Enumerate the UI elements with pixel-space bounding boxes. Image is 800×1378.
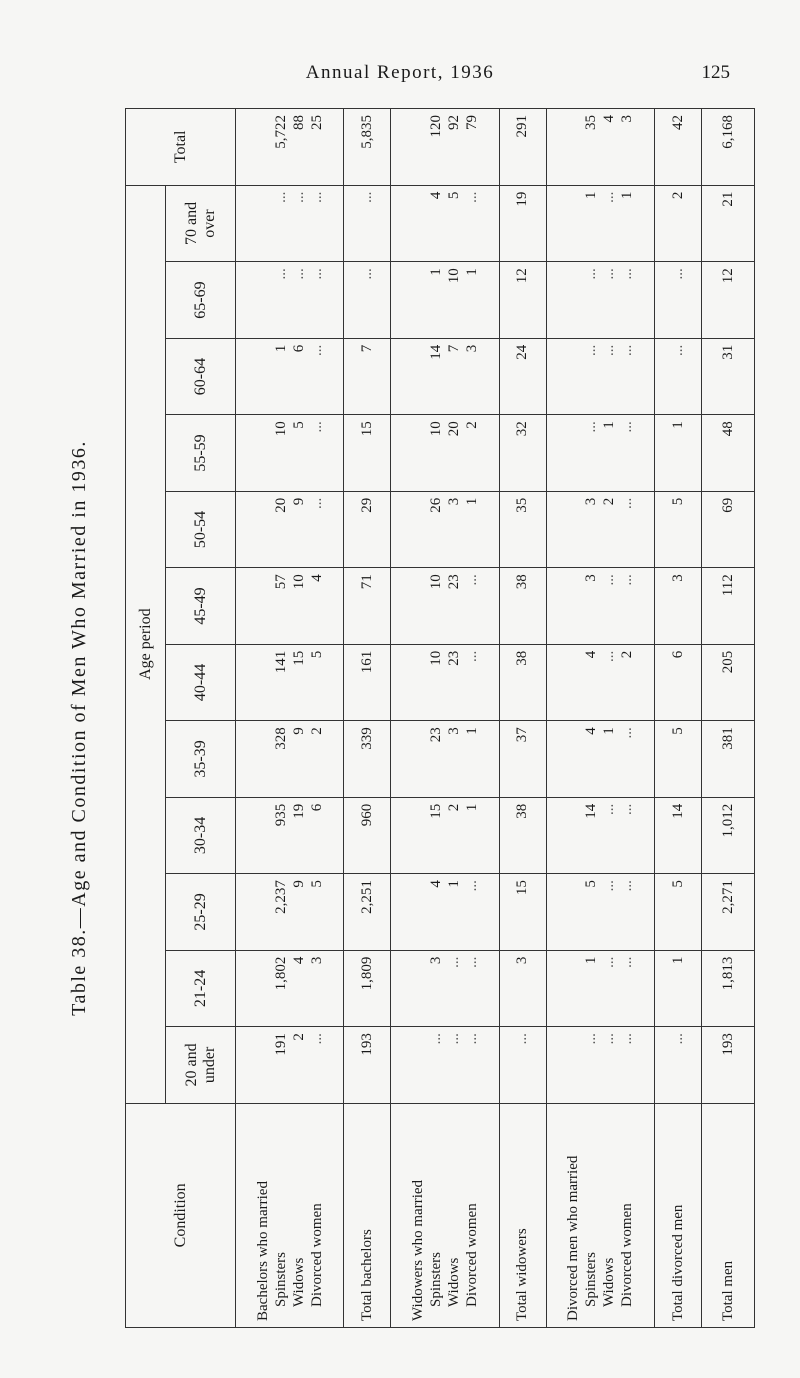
value-cell <box>236 262 344 338</box>
value-cell <box>236 491 344 567</box>
total-value-cell: 1,813 <box>702 950 755 1026</box>
value-spacer <box>564 880 582 943</box>
total-value-cell: 5 <box>655 721 702 797</box>
value-cell <box>236 568 344 644</box>
value: ... <box>308 344 325 357</box>
total-value-cell: ... <box>655 1027 702 1103</box>
total-value-cell: ... <box>655 338 702 414</box>
value: ... <box>272 191 289 203</box>
age-column-header: 65-69 <box>166 262 236 338</box>
value: 10 <box>446 268 463 284</box>
page-header <box>0 62 800 86</box>
total-value-cell: 3 <box>655 568 702 644</box>
total-value-cell: 48 <box>702 415 755 491</box>
value: ... <box>583 421 600 433</box>
value: 5 <box>583 880 600 888</box>
total-value-cell: 2 <box>655 185 702 262</box>
total-value-cell: 193 <box>344 1027 391 1103</box>
value: 35 <box>583 115 600 130</box>
page-number: 125 <box>701 62 730 83</box>
value: 23 <box>446 650 463 666</box>
value: 4 <box>308 574 325 582</box>
value-cell <box>391 1027 499 1103</box>
total-value-cell: 205 <box>702 644 755 720</box>
value: 2 <box>446 803 463 812</box>
value: ... <box>308 497 325 509</box>
value-cell <box>546 415 654 491</box>
value: ... <box>308 421 325 433</box>
divorced-men-widows-label: Widows <box>601 1257 618 1307</box>
value: 79 <box>464 115 481 130</box>
value-spacer <box>409 651 427 714</box>
value: 20 <box>446 421 463 437</box>
total-value-cell: 38 <box>499 797 546 873</box>
value: ... <box>601 956 618 968</box>
value-spacer <box>254 804 272 867</box>
value: 10 <box>428 421 445 437</box>
value: 15 <box>290 650 307 666</box>
total-value-cell: 14 <box>655 797 702 873</box>
value-cell <box>236 109 344 186</box>
total-value-cell: 21 <box>702 185 755 262</box>
total-value-cell: 193 <box>702 1027 755 1103</box>
value: ... <box>583 268 600 280</box>
value-cell <box>391 874 499 950</box>
value-spacer <box>564 957 582 1020</box>
value-cell <box>391 338 499 414</box>
value: ... <box>619 1033 636 1045</box>
total-value-cell: 69 <box>702 491 755 567</box>
value: ... <box>601 1033 618 1045</box>
value: ... <box>308 1033 325 1045</box>
total-value-cell: 339 <box>344 721 391 797</box>
running-title: Annual Report, 1936 <box>305 62 495 83</box>
age-column-header: 45-49 <box>166 568 236 644</box>
value: 14 <box>583 803 600 819</box>
total-value-cell: 381 <box>702 721 755 797</box>
value-cell <box>546 874 654 950</box>
value-cell <box>236 338 344 414</box>
age-column-header: 30-34 <box>166 797 236 873</box>
divorced-men-group-row <box>546 109 654 1328</box>
bachelors-labels <box>236 1103 344 1327</box>
value: ... <box>464 880 481 892</box>
value: 10 <box>290 574 307 590</box>
total-value-cell: 7 <box>344 338 391 414</box>
value: 26 <box>428 497 445 513</box>
total-widowers-row <box>499 109 546 1328</box>
total-header: Total <box>126 109 236 186</box>
total-value-cell: 71 <box>344 568 391 644</box>
value: 1 <box>619 191 636 200</box>
bachelors-label: Bachelors who married <box>254 1181 271 1321</box>
value-spacer <box>409 498 427 561</box>
total-value-cell: 1 <box>655 415 702 491</box>
total-value-cell: 2,271 <box>702 874 755 950</box>
value: 3 <box>464 344 481 353</box>
value: ... <box>464 1033 481 1045</box>
age-column-header: 40-44 <box>166 644 236 720</box>
value: ... <box>601 191 618 203</box>
value: ... <box>464 956 481 968</box>
total-value-cell: 12 <box>499 262 546 338</box>
value: ... <box>583 344 600 357</box>
value-spacer <box>409 421 427 484</box>
value-spacer <box>564 804 582 867</box>
value: 4 <box>601 115 618 123</box>
value: 5 <box>308 880 325 888</box>
value: ... <box>446 956 463 968</box>
value: 1 <box>464 497 481 506</box>
value-spacer <box>409 727 427 790</box>
value: ... <box>601 574 618 586</box>
value-cell <box>391 491 499 567</box>
value: 328 <box>272 727 289 750</box>
total-value-cell: 161 <box>344 644 391 720</box>
value: ... <box>290 191 307 203</box>
value-cell <box>236 1027 344 1103</box>
value: ... <box>464 574 481 586</box>
total-value-cell: 1,012 <box>702 797 755 873</box>
value-cell <box>236 721 344 797</box>
value: 10 <box>428 574 445 590</box>
value: ... <box>601 268 618 280</box>
age-column-header: 21-24 <box>166 950 236 1026</box>
total-value-cell: 31 <box>702 338 755 414</box>
value-spacer <box>564 421 582 484</box>
value: ... <box>308 191 325 203</box>
total-value-cell: 5 <box>655 874 702 950</box>
value: 1 <box>428 268 445 276</box>
value: 3 <box>308 956 325 965</box>
value-cell <box>546 338 654 414</box>
value: ... <box>601 650 618 662</box>
value-spacer <box>564 727 582 790</box>
value: 6 <box>308 803 325 812</box>
value: ... <box>290 268 307 280</box>
divorced-men-labels <box>546 1103 654 1327</box>
value: 9 <box>290 727 307 735</box>
value: 6 <box>290 344 307 353</box>
value: 1,802 <box>272 956 289 991</box>
value: 10 <box>272 421 289 437</box>
value: ... <box>428 1033 445 1045</box>
age-column-header: 20 and under <box>166 1027 236 1103</box>
value: 1 <box>464 803 481 812</box>
value: ... <box>619 880 636 892</box>
total-value-cell: 42 <box>655 109 702 186</box>
age-column-header: 55-59 <box>166 415 236 491</box>
total-value-cell: 38 <box>499 644 546 720</box>
value: 7 <box>446 344 463 353</box>
value-cell <box>546 721 654 797</box>
total-value-cell: 19 <box>499 185 546 262</box>
total-value-cell: ... <box>499 1027 546 1103</box>
total-value-cell: 960 <box>344 797 391 873</box>
value-spacer <box>564 498 582 561</box>
widowers-widows-label: Widows <box>446 1257 463 1307</box>
value-cell <box>236 874 344 950</box>
value: 14 <box>428 344 445 360</box>
value: 935 <box>272 803 289 827</box>
value: ... <box>464 650 481 662</box>
total-value-cell: 38 <box>499 568 546 644</box>
value-spacer <box>409 957 427 1020</box>
value: 3 <box>446 497 463 506</box>
value-spacer <box>409 880 427 943</box>
value: 57 <box>272 574 289 590</box>
total-value-cell: 32 <box>499 415 546 491</box>
value: 15 <box>428 803 445 819</box>
value: 141 <box>272 650 289 674</box>
value-cell <box>236 797 344 873</box>
value-spacer <box>254 498 272 561</box>
value-cell <box>391 797 499 873</box>
value-spacer <box>409 1033 427 1096</box>
value-spacer <box>564 192 582 256</box>
value: 88 <box>290 115 307 130</box>
condition-header: Condition <box>126 1103 236 1327</box>
value: 2 <box>308 727 325 735</box>
value-cell <box>546 568 654 644</box>
widowers-labels <box>391 1103 499 1327</box>
value: ... <box>619 956 636 968</box>
value: 4 <box>583 650 600 659</box>
value: 2 <box>619 650 636 659</box>
total-men-row <box>702 109 755 1328</box>
value-spacer <box>254 1033 272 1096</box>
value-cell <box>546 185 654 262</box>
total-value-cell: 35 <box>499 491 546 567</box>
widowers-divorced-label: Divorced women <box>464 1203 481 1307</box>
value-cell <box>546 109 654 186</box>
age-column-header: 35-39 <box>166 721 236 797</box>
value-spacer <box>254 192 272 256</box>
value-cell <box>391 262 499 338</box>
value-spacer <box>409 804 427 867</box>
total-value-cell: 5,835 <box>344 109 391 186</box>
bachelors-spinsters-label: Spinsters <box>272 1251 289 1307</box>
age-period-header: Age period <box>126 185 166 1103</box>
total-value-cell: 37 <box>499 721 546 797</box>
age-condition-table <box>125 108 755 1328</box>
value: 25 <box>308 115 325 130</box>
value: 5,722 <box>272 115 289 149</box>
value: 1 <box>464 727 481 735</box>
total-widowers-label: Total widowers <box>499 1103 546 1327</box>
value: ... <box>619 268 636 280</box>
value-cell <box>236 185 344 262</box>
age-column-header: 25-29 <box>166 874 236 950</box>
value: 4 <box>428 880 445 888</box>
widowers-spinsters-label: Spinsters <box>428 1251 445 1307</box>
value: ... <box>619 344 636 357</box>
value: 1 <box>601 421 618 429</box>
value-cell <box>391 185 499 262</box>
value-spacer <box>254 651 272 714</box>
value: 1 <box>601 727 618 735</box>
value-cell <box>391 644 499 720</box>
value: 5 <box>308 650 325 659</box>
value: 3 <box>428 956 445 965</box>
value-spacer <box>564 268 582 331</box>
total-value-cell: ... <box>655 262 702 338</box>
value: 19 <box>290 803 307 819</box>
total-bachelors-row <box>344 109 391 1328</box>
value-spacer <box>409 192 427 256</box>
value: 92 <box>446 115 463 130</box>
value: ... <box>308 268 325 280</box>
value-cell <box>546 950 654 1026</box>
value: 9 <box>290 880 307 888</box>
value: 1 <box>583 191 600 200</box>
total-men-label: Total men <box>702 1103 755 1327</box>
value-cell <box>391 568 499 644</box>
value-cell <box>546 797 654 873</box>
value: ... <box>601 344 618 357</box>
value: 4 <box>290 956 307 965</box>
value-spacer <box>564 345 582 408</box>
value-spacer <box>564 574 582 637</box>
total-value-cell: 2,251 <box>344 874 391 950</box>
value: 5 <box>290 421 307 429</box>
value-cell <box>236 644 344 720</box>
divorced-men-label: Divorced men who married <box>565 1155 582 1321</box>
age-column-header: 70 and over <box>166 185 236 262</box>
value-spacer <box>409 268 427 331</box>
value: 191 <box>272 1033 289 1056</box>
value-spacer <box>254 421 272 484</box>
value: ... <box>619 727 636 739</box>
value-spacer <box>254 268 272 331</box>
value: 23 <box>428 727 445 743</box>
table-caption: Table 38.—Age and Condition of Men Who Married in 1936. <box>68 440 90 1016</box>
total-value-cell: ... <box>344 262 391 338</box>
value: 3 <box>583 574 600 582</box>
bachelors-widows-label: Widows <box>290 1257 307 1307</box>
value-spacer <box>254 957 272 1020</box>
value: 1 <box>464 268 481 276</box>
widowers-label: Widowers who married <box>410 1179 427 1321</box>
value-cell <box>546 1027 654 1103</box>
value-spacer <box>564 1033 582 1096</box>
widowers-group-row <box>391 109 499 1328</box>
value-spacer <box>254 880 272 943</box>
age-column-header: 50-54 <box>166 491 236 567</box>
total-value-cell: 3 <box>499 950 546 1026</box>
age-column-header: 60-64 <box>166 338 236 414</box>
value: 1 <box>583 956 600 965</box>
value: 4 <box>583 727 600 735</box>
total-divorced-men-row <box>655 109 702 1328</box>
value-cell <box>391 109 499 186</box>
value: 1 <box>272 344 289 353</box>
value: 120 <box>428 115 445 138</box>
total-value-cell: 6,168 <box>702 109 755 186</box>
value: 1 <box>446 880 463 888</box>
value: 3 <box>446 727 463 735</box>
total-value-cell: 5 <box>655 491 702 567</box>
total-value-cell: 1,809 <box>344 950 391 1026</box>
total-value-cell: 112 <box>702 568 755 644</box>
value: 4 <box>428 191 445 200</box>
value: 5 <box>446 191 463 200</box>
value: 3 <box>583 497 600 506</box>
value-cell <box>546 491 654 567</box>
total-value-cell: 6 <box>655 644 702 720</box>
value: 23 <box>446 574 463 590</box>
value: ... <box>601 803 618 815</box>
total-value-cell: 291 <box>499 109 546 186</box>
bachelors-group-row <box>236 109 344 1328</box>
value: 2,237 <box>272 880 289 914</box>
value-spacer <box>564 651 582 714</box>
value-spacer <box>254 574 272 637</box>
value-cell <box>236 415 344 491</box>
value: ... <box>619 497 636 509</box>
value: ... <box>446 1033 463 1045</box>
value: 20 <box>272 497 289 513</box>
table-body <box>236 109 755 1328</box>
value-spacer <box>409 574 427 637</box>
bachelors-divorced-label: Divorced women <box>308 1203 325 1307</box>
value: ... <box>583 1033 600 1045</box>
divorced-men-spinsters-label: Spinsters <box>583 1251 600 1307</box>
value: ... <box>601 880 618 892</box>
value: ... <box>619 574 636 586</box>
value-cell <box>236 950 344 1026</box>
total-value-cell: 29 <box>344 491 391 567</box>
value: 9 <box>290 497 307 506</box>
value: 2 <box>464 421 481 429</box>
value-spacer <box>254 345 272 408</box>
value: 10 <box>428 650 445 666</box>
total-value-cell: ... <box>344 185 391 262</box>
value: ... <box>272 268 289 280</box>
value: 3 <box>619 115 636 123</box>
value: 2 <box>290 1033 307 1041</box>
table-container <box>125 108 755 1328</box>
value-spacer <box>254 727 272 790</box>
total-value-cell: 15 <box>344 415 391 491</box>
value-spacer <box>409 345 427 408</box>
value-cell <box>546 644 654 720</box>
value-cell <box>391 721 499 797</box>
total-divorced-men-label: Total divorced men <box>655 1103 702 1327</box>
total-bachelors-label: Total bachelors <box>344 1103 391 1327</box>
value: 2 <box>601 497 618 506</box>
value: ... <box>619 803 636 815</box>
value-cell <box>391 950 499 1026</box>
value: ... <box>464 191 481 203</box>
divorced-men-divorced-label: Divorced women <box>619 1203 636 1307</box>
value: ... <box>619 421 636 433</box>
value-cell <box>546 262 654 338</box>
total-value-cell: 24 <box>499 338 546 414</box>
total-value-cell: 1 <box>655 950 702 1026</box>
total-value-cell: 12 <box>702 262 755 338</box>
value-cell <box>391 415 499 491</box>
total-value-cell: 15 <box>499 874 546 950</box>
value-spacer <box>564 115 582 179</box>
value-spacer <box>254 115 272 179</box>
value-spacer <box>409 115 427 179</box>
